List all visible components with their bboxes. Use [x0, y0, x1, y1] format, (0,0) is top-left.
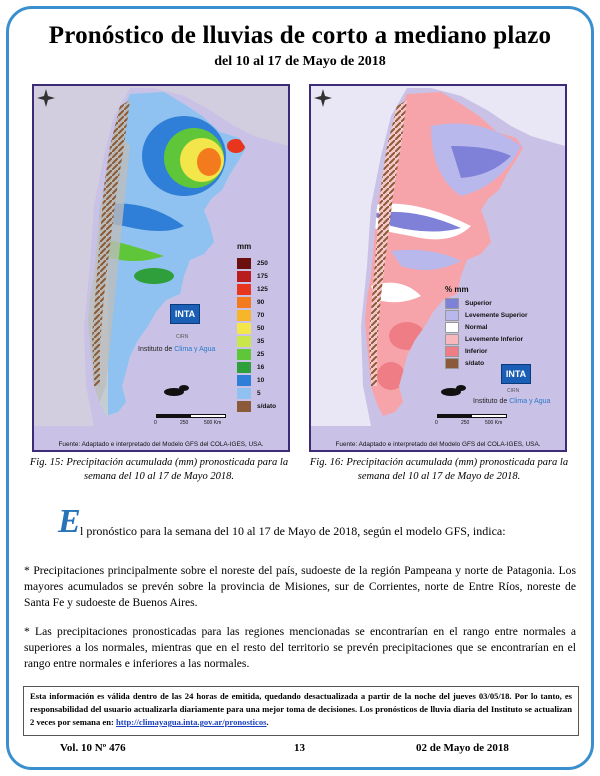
- notice-end: .: [266, 717, 269, 727]
- anomaly-legend-label: Superior: [465, 300, 492, 307]
- scale-label-250: 250: [461, 420, 470, 426]
- anomaly-legend-swatch: [445, 310, 459, 321]
- anomaly-legend-label: Levemente Superior: [465, 312, 528, 319]
- precip-legend-label: 90: [257, 299, 265, 306]
- figure-caption-16: Fig. 16: Precipitación acumulada (mm) pronosticada para la semana del 10 al 17 de Mayo de 2018.: [309, 457, 569, 482]
- map-source: Fuente: Adaptado e interpretado del Modelo GFS del COLA-IGES, USA.: [58, 441, 264, 448]
- precip-legend-title: mm: [237, 242, 252, 251]
- inta-logo: INTA: [170, 304, 200, 324]
- precip-legend-label: 125: [257, 286, 268, 293]
- precip-legend-label: 10: [257, 377, 265, 384]
- precip-legend-label: 35: [257, 338, 265, 345]
- anomaly-legend-swatch: [445, 358, 459, 369]
- anomaly-map: [309, 84, 567, 452]
- forecast-paragraph-2: * Las precipitaciones pronosticadas para las regiones mencionadas se encontrarían en el rango entre normales a superiores a los normales, mientras que en el resto del territorio se prevén precipitaciones que se encontrarían en el rango entre normales e inferiores a las normales.: [24, 625, 576, 670]
- precip-legend-swatch: [237, 284, 251, 295]
- anomaly-legend-swatch: [445, 298, 459, 309]
- footer-page-number: 13: [294, 742, 305, 754]
- validity-notice: [23, 686, 579, 736]
- precip-legend-label: 175: [257, 273, 268, 280]
- precip-legend-swatch: [237, 362, 251, 373]
- drop-cap: E: [58, 503, 81, 540]
- scale-bar: [437, 414, 507, 418]
- cirn-label: CIRN: [507, 388, 520, 394]
- forecast-link[interactable]: http://climayagua.inta.gov.ar/pronosticos: [116, 717, 267, 727]
- footer-date: 02 de Mayo de 2018: [416, 742, 509, 754]
- scale-bar: [156, 414, 226, 418]
- scale-label-250: 250: [180, 420, 189, 426]
- precip-legend-label: s/dato: [257, 403, 277, 410]
- anomaly-legend-swatch: [445, 346, 459, 357]
- precip-legend-swatch: [237, 258, 251, 269]
- anomaly-legend-label: Inferior: [465, 348, 488, 355]
- scale-label-500: 500 Km: [204, 420, 222, 426]
- institute-label: Instituto de Clima y Agua: [138, 346, 216, 353]
- figure-caption-15: Fig. 15: Precipitación acumulada (mm) pronosticada para la semana del 10 al 17 de Mayo 2018.: [29, 457, 289, 482]
- precip-legend-label: 50: [257, 325, 265, 332]
- precip-legend-label: 25: [257, 351, 265, 358]
- precip-legend-swatch: [237, 323, 251, 334]
- footer-volume: Vol. 10 Nº 476: [60, 742, 126, 754]
- anomaly-legend-label: Normal: [465, 324, 488, 331]
- cirn-label: CIRN: [176, 334, 189, 340]
- anomaly-legend-label: Levemente Inferior: [465, 336, 524, 343]
- precip-legend-swatch: [237, 388, 251, 399]
- scale-label-500: 500 Km: [485, 420, 503, 426]
- precipitation-map: [32, 84, 290, 452]
- notice-text: Esta información es válida dentro de las 24 horas de emitida, quedando desactualizada a partir de la noche del jueves 03/05/18. Por lo tanto, es responsabilidad del usuario actualizarla diariamente para una mejor toma de decisiones. Los pronósticos de lluvia diaria del Instituto se actualizan 2 veces por semana en:: [30, 691, 572, 727]
- precip-legend-swatch: [237, 401, 251, 412]
- precip-legend-label: 70: [257, 312, 265, 319]
- precip-legend-label: 5: [257, 390, 261, 397]
- precip-legend-label: 16: [257, 364, 265, 371]
- precip-legend-swatch: [237, 375, 251, 386]
- anomaly-map-graphic: [311, 86, 565, 450]
- page-subtitle: del 10 al 17 de Mayo de 2018: [214, 54, 386, 69]
- intro-text: l pronóstico para la semana del 10 al 17 de Mayo de 2018, según el modelo GFS, indica:: [80, 524, 506, 538]
- precip-legend-swatch: [237, 310, 251, 321]
- forecast-paragraph-1: * Precipitaciones principalmente sobre el noreste del país, sudoeste de la región Pampeana y norte de Patagonia. Los mayores acumulados se prevén sobre la provincia de Misiones, sur de Corrientes, norte de Entre Ríos, noreste de Santa Fe y sudoeste de Buenos Aires.: [24, 564, 576, 609]
- precip-legend-swatch: [237, 349, 251, 360]
- precip-legend-swatch: [237, 297, 251, 308]
- precip-legend-swatch: [237, 336, 251, 347]
- precip-legend-swatch: [237, 271, 251, 282]
- scale-label-0: 0: [435, 420, 438, 426]
- page-title: Pronóstico de lluvias de corto a mediano plazo: [48, 22, 552, 49]
- precip-legend-label: 250: [257, 260, 268, 267]
- anomaly-legend-swatch: [445, 334, 459, 345]
- map-source: Fuente: Adaptado e interpretado del Modelo GFS del COLA-IGES, USA.: [335, 441, 541, 448]
- scale-label-0: 0: [154, 420, 157, 426]
- anomaly-legend-swatch: [445, 322, 459, 333]
- anomaly-legend-title: % mm: [445, 285, 469, 294]
- institute-label: Instituto de Clima y Agua: [473, 398, 551, 405]
- inta-logo: INTA: [501, 364, 531, 384]
- anomaly-legend-label: s/dato: [465, 360, 485, 367]
